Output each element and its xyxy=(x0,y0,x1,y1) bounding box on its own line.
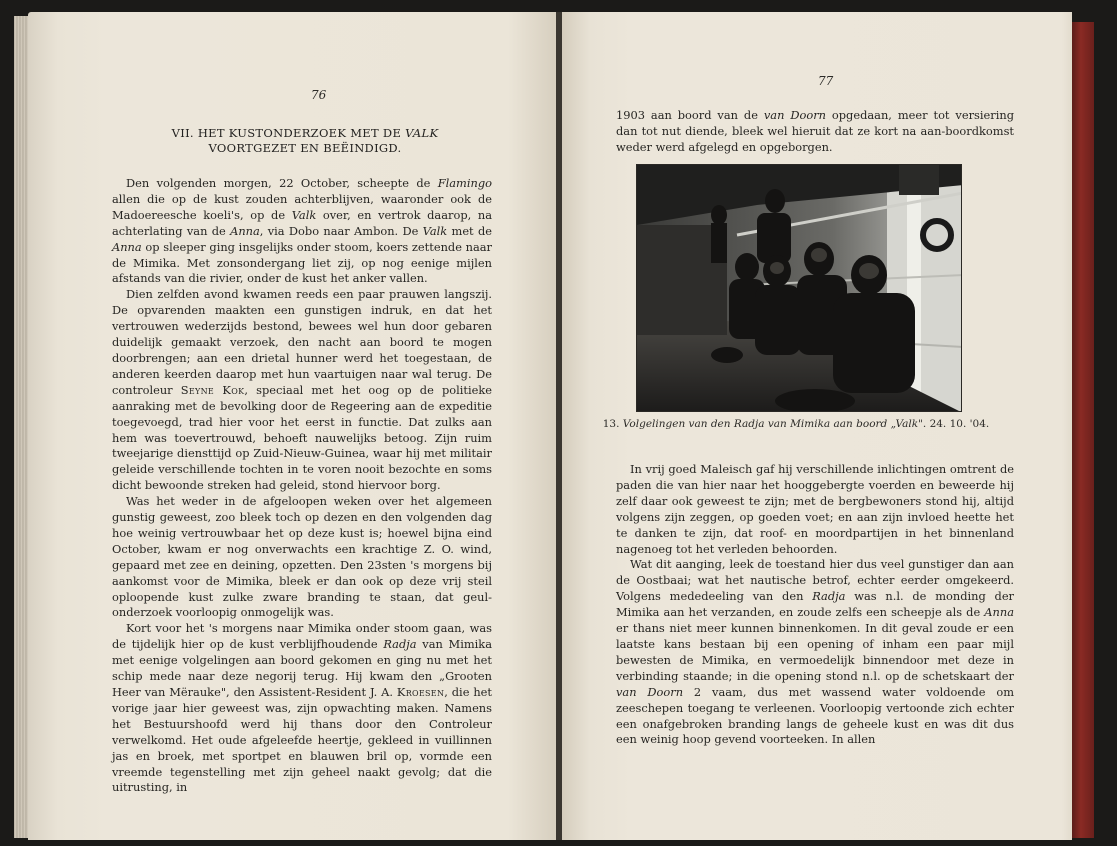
page-number-left: 76 xyxy=(311,88,327,102)
small-caps-name: Seyne Kok xyxy=(180,382,245,397)
right-body-text xyxy=(616,462,1014,748)
chapter-title-line2: VOORTGEZET EN BEËINDIGD. xyxy=(208,141,402,155)
text-run: over, en vertrok daarop, na achterlating van de xyxy=(112,207,493,238)
left-body-text xyxy=(112,176,492,796)
book-cover-edge xyxy=(1072,22,1094,838)
text-run: opgedaan, meer tot versiering dan tot nut diende, bleek wel hieruit dat ze kort na aan-boordkomst weder werd afgelegd en opgeborgen. xyxy=(616,108,1014,154)
text-run: Dien zelfden avond kwamen reeds een paar prauwen langszij. De opvarenden maakten een gunstigen indruk, en dat het vertrouwen wederzijds bestond, bewees wel hun door gebaren duidelijk gemaakt verzoek, den nacht aan boord te mogen doorbrengen; aan een drietal hunner werd het toegestaan, de anderen keerden daarop met hun vaartuigen naar wal terug. De controleur xyxy=(112,287,492,397)
text-run: was n.l. de monding der Mimika aan het verzanden, en zoude zelfs een scheepje als de xyxy=(616,589,1015,620)
italic-text: Anna xyxy=(112,239,142,254)
page-stack-edge xyxy=(14,16,28,838)
italic-text: Valk xyxy=(422,223,448,238)
caption-number: 13. xyxy=(602,418,623,430)
text-run: Den volgenden morgen, 22 October, scheepte de xyxy=(126,176,438,190)
text-run: Was het weder in de afgeloopen weken over het algemeen gunstig geweest, zoo bleek toch op dezen en den volgenden dag hoe weinig vertrouwbaar het op deze kust is; hoewel bijna eind October, kwam er nog onverwachts een krachtige Z. O. wind, gepaard met zee en deining, opzetten. Den 23sten 's morgens bij aankomst voor de Mimika, bleek er dan ook op deze vrij steil oploopende kust zulke zware branding te staan, dat geul-onderzoek voorloopig onmogelijk was. xyxy=(112,494,492,620)
deck-photo-illustration xyxy=(637,165,962,412)
text-run: op sleeper ging insgelijks onder stoom, koers zettende naar de Mimika. Met zonsondergang liet zij, op nog eenige mijlen afstands van die rivier, onder de kust het anker vallen. xyxy=(112,239,492,286)
paragraph xyxy=(616,557,1014,748)
photo-caption xyxy=(586,418,1006,430)
chapter-title-ship: VALK xyxy=(405,126,439,140)
paragraph xyxy=(112,494,492,621)
text-run: , via Dobo naar Ambon. De xyxy=(259,223,423,238)
paragraph xyxy=(112,176,492,287)
small-caps-name: Kroesen xyxy=(396,685,445,699)
italic-text: Radja xyxy=(812,589,846,604)
italic-text: Anna xyxy=(984,605,1014,620)
text-run: 2 vaam, dus met wassend water voldoende om zeeschepen toegang te verleenen. Voorloopig vertoonde zich echter een onafgebroken branding langs de geheele kust en was dit dus een weinig hoop gevend voorteeken. In allen xyxy=(616,684,1014,747)
right-top-paragraph xyxy=(616,108,1014,156)
text-run: Kort voor het 's morgens naar Mimika onder stoom gaan, was de tijdelijk hier op de kust verblijfhoudende xyxy=(112,621,492,652)
paragraph xyxy=(616,462,1014,557)
italic-text: Valk xyxy=(291,207,317,222)
text-run: er thans niet meer kunnen binnenkomen. In dit geval zoude er een laatste kans bestaan bij een opening of inham een paar mijl bewesten de Mimika, en vermoedelijk binnendoor met deze in verbinding staande; in die opening stond n.l. op de schetskaart der xyxy=(616,621,1014,683)
text-run: van Mimika met eenige volgelingen aan boord gekomen en ging nu met het schip mede naar deze negorij terug. Hij kwam den „Grooten Heer van Mërauke", den Assistent-Resident J. A. xyxy=(112,637,492,699)
paragraph xyxy=(112,621,492,796)
italic-text: Anna xyxy=(230,223,260,238)
text-run: allen die op de kust zouden achterblijven, waaronder ook de Madoereesche koeli's, op de xyxy=(112,191,492,222)
caption-date: 24. 10. '04. xyxy=(926,418,990,430)
paragraph xyxy=(616,108,1014,156)
chapter-title xyxy=(120,126,490,156)
page-number-right: 77 xyxy=(818,74,834,88)
paragraph xyxy=(112,287,492,494)
italic-text: Radja xyxy=(383,637,417,652)
left-page xyxy=(28,12,556,840)
text-run: , die het vorige jaar hier geweest was, zijn opwachting maken. Namens het Bestuurshoofd werd hij thans door den Controleur verwelkomd. Het oude afgeleefde heertje, gekleed in vuillinnen jas en broek, met sportpet en blauwen bril op, vormde een vreemde tegenstelling met zijn geheel naakt gevolg; dat die uitrusting, in xyxy=(112,685,492,795)
text-run: , speciaal met het oog op de politieke aanraking met de bevolking door de Regeering aan de expeditie toegevoegd, trad hier voor het eerst in functie. Dat zulks aan hem was toevertrouwd, behoeft nauwelijks betoog. Zijn ruim tweejarige diensttijd op Zuid-Nieuw-Guinea, waar hij met militair geleide verschillende tochten in te voren nooit bezochte en soms dicht bewoonde streken had geleid, stond hiervoor borg. xyxy=(112,382,492,493)
text-run: Wat dit aanging, leek de toestand hier dus veel gunstiger dan aan de Oostbaai; wat het nautische betrof, echter eerder omgekeerd. Volgens mededeeling van den xyxy=(616,557,1014,604)
italic-text: van Doorn xyxy=(763,108,826,122)
text-run: 1903 aan boord van de xyxy=(616,108,764,122)
italic-text: van Doorn xyxy=(616,684,684,699)
caption-text: Volgelingen van den Radja van Mimika aan boord „Valk". xyxy=(622,418,927,430)
text-run: met de xyxy=(447,223,492,238)
chapter-title-prefix: VII. HET KUSTONDERZOEK MET DE xyxy=(171,126,406,140)
photograph xyxy=(636,164,962,412)
italic-text: Flamingo xyxy=(437,176,492,190)
text-run: In vrij goed Maleisch gaf hij verschillende inlichtingen omtrent de paden die van hier naar het hooggebergte voerden en beweerde hij zelf daar ook geweest te zijn; met de bergbewoners stond hij, altijd volgens zijn zeggen, op goeden voet; en aan zijn invloed heette het te danken te zijn, dat roof- en moordpartijen in het binnenland nagenoeg tot het verleden behoorden. xyxy=(616,462,1014,556)
